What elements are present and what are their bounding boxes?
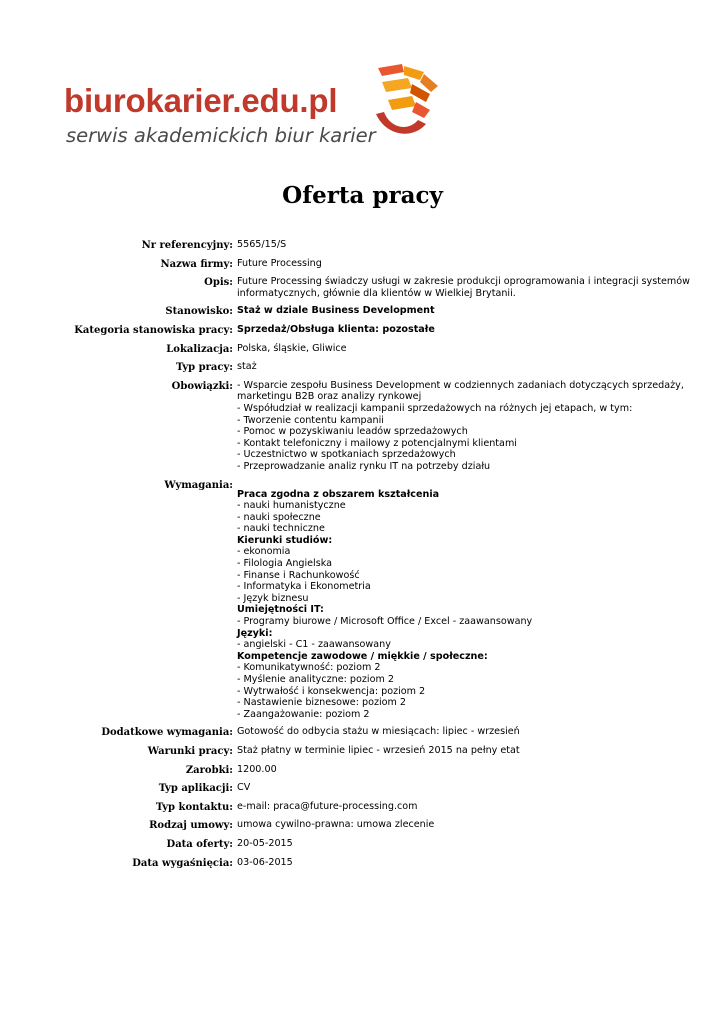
section-heading: Kierunki studiów:	[237, 534, 333, 546]
text-line: - Tworzenie contentu kampanii	[237, 414, 384, 426]
field-value: 03-06-2015	[237, 856, 293, 868]
field-label: Typ kontaktu:	[155, 801, 233, 813]
section-heading: Praca zgodna z obszarem kształcenia	[237, 488, 440, 500]
field-label: Obowiązki:	[171, 380, 233, 392]
field-value: e-mail: praca@future-processing.com	[237, 800, 418, 812]
field-application-type	[0, 782, 725, 795]
list-item: - Myślenie analityczne: poziom 2	[237, 674, 394, 685]
field-label: Typ aplikacji:	[158, 783, 233, 795]
list-item: - Język biznesu	[237, 592, 309, 604]
field-value: umowa cywilno-prawna: umowa zlecenie	[237, 819, 435, 831]
text-line: - Wsparcie zespołu Business Development w codziennych zadaniach dotyczących sprzedaży,	[237, 379, 684, 391]
field-conditions	[0, 745, 725, 758]
text-line: - Uczestnictwo w spotkaniach sprzedażowych	[237, 449, 456, 461]
field-value: Gotowość do odbycia stażu w miesiącach: lipiec - wrzesień	[237, 726, 520, 738]
field-value: CV	[237, 782, 251, 794]
field-category	[0, 324, 725, 337]
list-item: - ekonomia	[237, 546, 291, 558]
field-contract	[0, 819, 725, 832]
field-label: Nr referencyjny:	[141, 240, 233, 251]
field-job-type	[0, 361, 725, 374]
field-label: Nazwa firmy:	[160, 258, 233, 270]
list-item: - Komunikatywność: poziom 2	[237, 662, 381, 674]
field-duties	[0, 380, 725, 473]
logo-mark-icon	[368, 62, 444, 142]
field-requirements	[0, 479, 725, 721]
field-label: Warunki pracy:	[147, 745, 233, 757]
offer-details	[0, 239, 725, 875]
list-item: - nauki techniczne	[237, 523, 325, 535]
field-value: 1200.00	[237, 763, 277, 775]
list-item: - nauki społeczne	[237, 511, 321, 523]
field-label: Kategoria stanowiska pracy:	[74, 324, 233, 336]
list-item: - angielski - C1 - zaawansowany	[237, 639, 391, 651]
section-heading: Umiejętności IT:	[237, 604, 324, 616]
section-heading: Języki:	[237, 627, 273, 639]
text-line: marketingu B2B oraz analizy rynkowej	[237, 391, 422, 403]
list-item: - Programy biurowe / Microsoft Office / Excel - zaawansowany	[237, 616, 533, 628]
list-item: - Filologia Angielska	[237, 558, 332, 570]
field-ref	[0, 239, 725, 252]
field-label: Zarobki:	[185, 764, 233, 776]
field-label: Data oferty:	[166, 838, 233, 850]
field-value: Staż płatny w terminie lipiec - wrzesień 2015 na pełny etat	[237, 744, 520, 756]
text-line: - Pomoc w pozyskiwaniu leadów sprzedażowych	[237, 426, 468, 438]
field-value: Staż w dziale Business Development	[237, 305, 435, 317]
field-label: Lokalizacja:	[166, 343, 233, 355]
field-value: staż	[237, 361, 257, 373]
text-line: - Przeprowadzanie analiz rynku IT na potrzeby działu	[237, 460, 491, 472]
field-value: Sprzedaż/Obsługa klienta: pozostałe	[237, 323, 435, 335]
field-label: Data wygaśnięcia:	[132, 857, 233, 869]
site-logo[interactable]	[64, 60, 444, 152]
field-value: Future Processing	[237, 257, 322, 269]
field-extra-requirements	[0, 726, 725, 739]
page-title: Oferta pracy	[282, 182, 443, 209]
field-value	[237, 276, 690, 299]
list-item: - Informatyka i Ekonometria	[237, 581, 371, 593]
field-value: Polska, śląskie, Gliwice	[237, 342, 347, 354]
field-value: 5565/15/S	[237, 239, 287, 250]
field-expiry-date	[0, 857, 725, 870]
field-label: Typ pracy:	[176, 362, 233, 374]
field-label: Dodatkowe wymagania:	[101, 727, 233, 739]
list-item: - Nastawienie biznesowe: poziom 2	[237, 697, 407, 709]
field-value	[237, 379, 684, 473]
logo-tagline: serwis akademickich biur karier	[66, 124, 376, 147]
field-salary	[0, 764, 725, 777]
field-location	[0, 343, 725, 356]
field-label: Rodzaj umowy:	[149, 820, 233, 832]
section-heading: Kompetencje zawodowe / miękkie / społeczne:	[237, 650, 488, 662]
field-label: Stanowisko:	[165, 306, 233, 318]
field-position	[0, 305, 725, 318]
text-line: - Współudział w realizacji kampanii sprzedażowych na różnych jej etapach, w tym:	[237, 402, 633, 414]
field-description	[0, 276, 725, 299]
field-label: Opis:	[204, 277, 233, 289]
field-label: Wymagania:	[164, 479, 233, 491]
text-line: informatycznych, głównie dla klientów w Wielkiej Brytanii.	[237, 287, 516, 299]
field-company	[0, 258, 725, 271]
list-item: - Zaangażowanie: poziom 2	[237, 708, 370, 720]
field-offer-date	[0, 838, 725, 851]
field-contact	[0, 801, 725, 814]
field-value: 20-05-2015	[237, 837, 293, 849]
logo-wordmark: biurokarier.edu.pl	[64, 82, 338, 119]
text-line: - Kontakt telefoniczny i mailowy z potencjalnymi klientami	[237, 437, 517, 449]
list-item: - Finanse i Rachunkowość	[237, 569, 360, 581]
field-value	[237, 489, 655, 721]
list-item: - nauki humanistyczne	[237, 500, 346, 512]
text-line: Future Processing świadczy usługi w zakresie produkcji oprogramowania i integracji systemów	[237, 276, 690, 288]
list-item: - Wytrwałość i konsekwencja: poziom 2	[237, 685, 426, 697]
